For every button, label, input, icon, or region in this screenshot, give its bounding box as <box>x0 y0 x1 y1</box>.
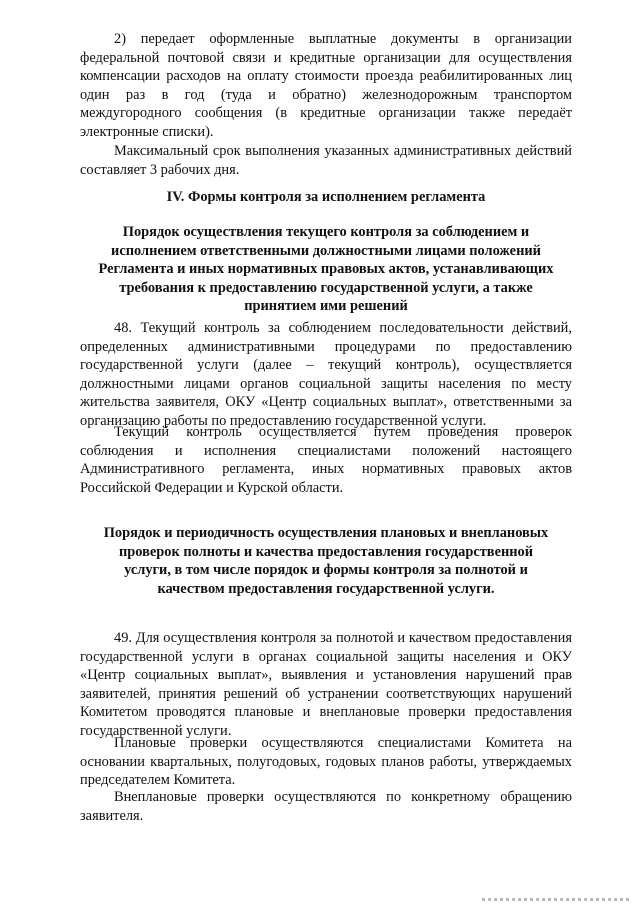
paragraph-max-term: Максимальный срок выполнения указанных административных действий составляет 3 рабочих дня. <box>80 143 572 178</box>
section-title: IV. Формы контроля за исполнением регламента <box>166 189 486 205</box>
paragraph-49-unscheduled: Внеплановые проверки осуществляются по конкретному обращению заявителя. <box>80 789 572 824</box>
subheading-current-control: Порядок осуществления текущего контроля за соблюдением и исполнением ответственными должностными лицами положений Регламента и иных нормативных правовых актов, устанавливающих требования к предоставлению государственной услуги, а также принятием ими решений <box>98 224 554 315</box>
paragraph-49: 49. Для осуществления контроля за полнотой и качеством предоставления государственной услуги в органах социальной защиты населения и ОКУ «Центр социальных выплат», выявления и установления нарушений прав заявителей, принятия решений об устранении соответствующих нарушений Комитетом проводятся плановые и внеплановые проверки предоставления государственной услуги. <box>80 630 572 739</box>
paragraph-48-continued: Текущий контроль осуществляется путем проведения проверок соблюдения и исполнения специалистами положений настоящего Административного регламента, иных нормативных правовых актов Российской Федерации и Курской области. <box>80 424 572 496</box>
subheading-inspections: Порядок и периодичность осуществления плановых и внеплановых проверок полноты и качества предоставления государственной услуги, в том числе порядок и формы контроля за полнотой и качеством предоставления государственной услуги. <box>103 525 549 597</box>
scan-edge-artifact <box>482 898 632 901</box>
paragraph-48: 48. Текущий контроль за соблюдением последовательности действий, определенных административными процедурами по предоставлению государственной услуги (далее – текущий контроль), осуществляется должностными лицами органов социальной защиты населения по месту жительства заявителя, ОКУ «Центр социальных выплат», ответственными за организацию работы по предоставлению государственной услуги. <box>80 320 572 429</box>
paragraph-49-planned: Плановые проверки осуществляются специалистами Комитета на основании квартальных, полугодовых, годовых планов работы, утверждаемых председателем Комитета. <box>80 735 572 789</box>
paragraph-item-2: 2) передает оформленные выплатные документы в организации федеральной почтовой связи и кредитные организации для осуществления компенсации расходов на оплату стоимости проезда реабилитированных лиц один раз в год (туда и обратно) железнодорожным транспортом междугородного сообщения (в кредитные организации также передаёт электронные списки). <box>80 31 572 140</box>
